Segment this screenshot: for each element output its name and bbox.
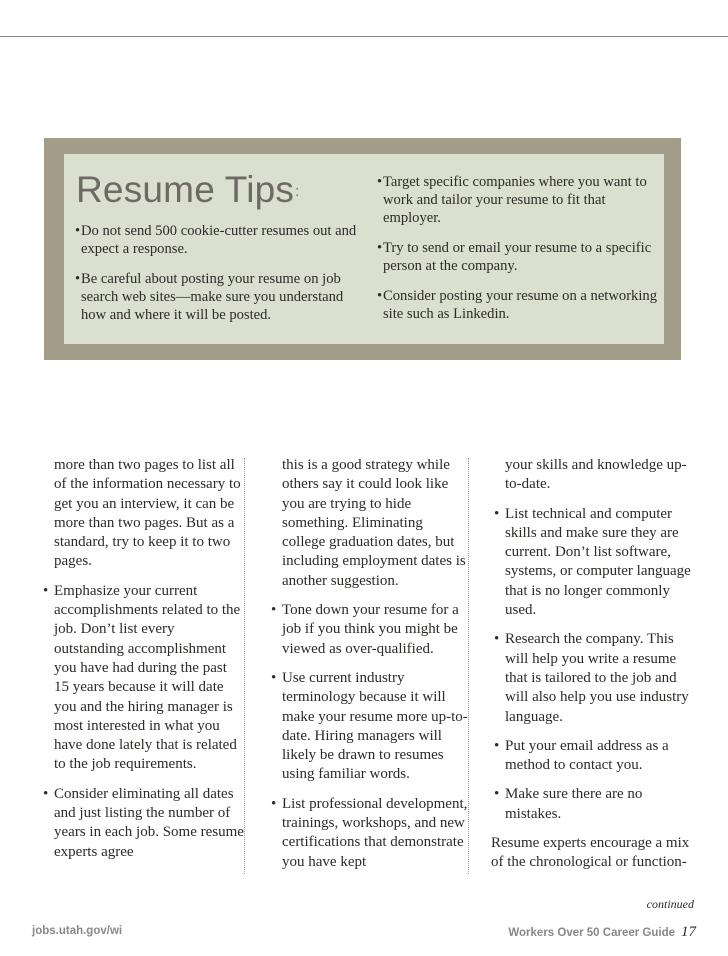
list-item-text: List technical and computer skills and make sure they are current. Don’t list software, systems, or computer language that is no longer commonly used. — [505, 505, 691, 619]
column-3-intro: your skills and knowledge up-to-date. — [505, 457, 687, 493]
column-1-list — [40, 582, 245, 862]
tip-text: Target specific companies where you want to work and tailor your resume to fit that employer. — [383, 174, 647, 226]
tip-item — [378, 287, 658, 323]
tip-item — [378, 173, 658, 227]
tip-text: Be careful about posting your resume on job search web sites—make sure you understand how and where it will be posted. — [81, 271, 344, 323]
bullet-icon: • — [494, 786, 500, 803]
footer-guide — [508, 924, 696, 941]
column-divider — [244, 458, 245, 874]
bullet-icon: • — [75, 271, 81, 287]
list-item-text: List professional development, trainings, workshops, and new certifications that demonstrate you have kept — [282, 795, 468, 870]
tip-item — [76, 222, 361, 258]
bullet-icon: • — [377, 174, 383, 190]
tip-item — [76, 270, 361, 324]
list-item-text: Tone down your resume for a job if you think you might be viewed as over-qualified. — [282, 602, 459, 657]
column-3 — [491, 456, 696, 873]
continued-label: continued — [646, 897, 694, 911]
top-rule — [0, 36, 728, 37]
tips-left-list — [76, 222, 361, 336]
column-2 — [268, 456, 468, 872]
list-item-text: Consider eliminating all dates and just listing the number of years in each job. Some resume experts agree — [54, 785, 244, 860]
tip-item — [378, 239, 658, 275]
list-item — [491, 505, 696, 621]
column-1-intro: more than two pages to list all of the information necessary to get you an interview, it can be more than two pages. But as a standard, try to keep it to two pages. — [54, 457, 241, 570]
bullet-icon: • — [271, 669, 277, 686]
list-item-text: Research the company. This will help you write a resume that is tailored to the job and will also help you use industry language. — [505, 631, 689, 725]
bullet-icon: • — [377, 288, 383, 304]
tip-text: Do not send 500 cookie-cutter resumes out and expect a response. — [81, 223, 357, 257]
list-item — [491, 785, 696, 824]
bullet-icon: • — [271, 602, 277, 619]
resume-tips-title-colon: : — [295, 183, 300, 200]
bullet-icon: • — [377, 240, 383, 256]
column-2-intro: this is a good strategy while others say it could look like you are trying to hide something. Eliminating college graduation dates, but including employment dates is another suggestion. — [282, 457, 466, 589]
list-item-text: Use current industry terminology because it will make your resume more up-to-date. Hiring managers will likely be drawn to resumes using familiar words. — [282, 669, 468, 783]
footer-url: jobs.utah.gov/wi — [32, 925, 123, 937]
column-2-list — [268, 601, 468, 872]
bullet-icon: • — [494, 505, 500, 522]
tip-text: Try to send or email your resume to a specific person at the company. — [383, 240, 652, 274]
resume-tips-title-text: Resume Tips — [76, 169, 295, 210]
column-3-outro: Resume experts encourage a mix of the chronological or function- — [491, 835, 690, 871]
list-item — [40, 582, 245, 775]
bullet-icon: • — [494, 737, 500, 754]
bullet-icon: • — [75, 223, 81, 239]
tip-text: Consider posting your resume on a networking site such as Linkedin. — [383, 288, 657, 322]
list-item — [268, 795, 468, 872]
list-item-text: Put your email address as a method to contact you. — [505, 737, 669, 774]
list-item-text: Make sure there are no mistakes. — [505, 786, 643, 822]
bullet-icon: • — [43, 785, 49, 802]
footer-guide-title: Workers Over 50 Career Guide — [508, 927, 675, 939]
column-divider — [468, 458, 469, 874]
column-3-list — [491, 505, 696, 824]
bullet-icon: • — [43, 582, 49, 599]
bullet-icon: • — [494, 631, 500, 648]
tips-right-list — [378, 173, 658, 335]
list-item — [268, 669, 468, 785]
list-item — [491, 630, 696, 726]
column-1 — [40, 456, 245, 862]
list-item — [268, 601, 468, 659]
list-item — [40, 785, 245, 862]
page-number: 17 — [681, 924, 696, 940]
bullet-icon: • — [271, 795, 277, 812]
list-item-text: Emphasize your current accomplishments related to the job. Don’t list every outstanding accomplishment you have had during the past 15 years because it will date you and the hiring manager is most interested in what you have done lately that is related to the job requirements. — [54, 582, 241, 773]
resume-tips-title — [76, 168, 300, 214]
list-item — [491, 737, 696, 776]
